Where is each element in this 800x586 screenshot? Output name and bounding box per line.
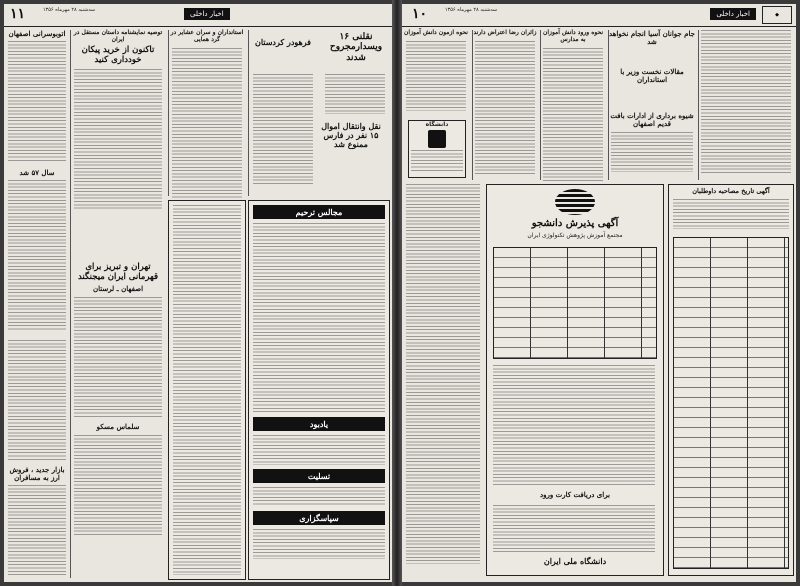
text-block	[8, 41, 66, 161]
headline: برای دریافت کارت ورود	[539, 490, 611, 499]
text-block	[406, 184, 480, 564]
university-notice-box	[408, 120, 466, 178]
footer-university: دانشگاه ملی ایران	[543, 556, 607, 566]
mourning-ads-column	[248, 200, 390, 580]
text-block	[253, 74, 313, 184]
headline: نحوه ورود دانش آموزان به مدارس	[542, 29, 604, 43]
text-block	[543, 48, 603, 183]
text-block	[493, 365, 655, 485]
headline: تهران و تبریز برای قهرمانی ایران میجنگند	[77, 262, 159, 283]
right-col-5	[698, 30, 793, 180]
headline: فرهودر کردستان	[254, 37, 311, 47]
text-block	[411, 150, 463, 172]
text-block	[493, 505, 655, 553]
text-block	[173, 205, 241, 575]
left-page-number: ۱۱	[10, 6, 26, 22]
masthead-logo: ◆	[762, 6, 792, 24]
text-block	[325, 74, 385, 114]
headline: ۱۶ نقلنی ویسدارمجروح شدند	[329, 32, 383, 63]
ad-banner: تسلیت	[253, 469, 385, 483]
text-block	[611, 132, 693, 172]
headline: بازار جدید ، فروش ارز به مسافران	[9, 465, 65, 483]
text-block	[74, 435, 162, 535]
text-block	[172, 48, 242, 198]
headline: اصفهان ـ لرستان	[92, 283, 144, 293]
text-block	[253, 529, 385, 559]
institute-logo-icon	[555, 189, 595, 215]
right-col-2	[472, 30, 537, 180]
text-block	[74, 69, 162, 209]
right-issue-line: سه‌شنبه ۲۸ مهرماه ۱۳۵۶	[444, 7, 498, 13]
headline: اتوبوسرانی اصفهان	[8, 29, 66, 38]
text-block	[8, 180, 66, 330]
right-col-3	[540, 30, 605, 180]
right-page-number: ۱۰	[412, 6, 428, 22]
text-block	[475, 41, 535, 176]
headline: آگهی تاریخ مصاحبه داوطلبان	[692, 187, 770, 195]
text-block	[8, 340, 66, 460]
notice-subtitle: مجتمع آموزش پژوهش تکنولوژی ایران	[527, 231, 623, 239]
text-block	[701, 30, 791, 175]
candidate-table	[673, 237, 789, 569]
right-page-header	[402, 4, 796, 27]
admission-table	[493, 247, 657, 359]
obituary-ads-column	[168, 200, 246, 580]
left-section-label: اخبار داخلی	[184, 8, 230, 20]
page-fold	[392, 0, 402, 586]
right-col-1	[404, 30, 468, 180]
interview-notice	[668, 184, 794, 576]
right-page	[402, 4, 796, 582]
headline: استانداران و سران عشایر در گرد همایی	[170, 29, 244, 43]
text-block	[253, 223, 385, 413]
university-emblem-icon	[428, 130, 446, 148]
text-block	[406, 41, 466, 111]
left-issue-line: سه‌شنبه ۲۸ مهرماه ۱۳۵۶	[42, 7, 96, 13]
headline: شیوه برداری از ادارات بافت قدیم اصفهان	[610, 111, 694, 129]
text-block	[673, 199, 789, 229]
admission-notice	[486, 184, 664, 576]
ad-banner: یادبود	[253, 417, 385, 431]
right-col-1-lower	[404, 184, 482, 574]
left-page-header	[4, 4, 392, 27]
headline: سال ۵۷ شد	[19, 168, 55, 178]
text-block	[253, 487, 385, 507]
left-col-1	[8, 30, 66, 578]
text-block	[8, 485, 66, 575]
headline: جام جوانان آسیا انجام نخواهد شد	[609, 29, 695, 47]
headline: نحوه ازمون دانش آموزان	[404, 29, 468, 36]
left-col-3	[168, 30, 245, 196]
ad-banner: مجالس ترحیم	[253, 205, 385, 219]
notice-logo-label: دانشگاه	[425, 121, 449, 128]
right-section-label: اخبار داخلی	[710, 8, 756, 20]
left-col-4	[248, 30, 389, 196]
left-col-2	[70, 30, 165, 578]
text-block	[74, 297, 162, 417]
notice-title: آگهی پذیرش دانشجو	[531, 218, 619, 229]
ad-banner: سپاسگزاری	[253, 511, 385, 525]
headline: نقل وانتقال اموال ۱۵ نفر در فارس ممنوع شد	[321, 121, 381, 150]
headline: تاکنون از خرید پیکان خودداری کنید	[81, 44, 155, 65]
headline: مقالات نخست وزیر با استانداران	[620, 67, 684, 85]
headline: زائران رضا اعتراض دارند	[473, 29, 537, 36]
text-block	[253, 435, 385, 465]
left-page	[4, 4, 392, 582]
headline: توصیه نمایشنامه داستان مستقل در ایران	[73, 29, 163, 43]
right-col-4	[608, 30, 695, 180]
headline: سلماس مسکو	[96, 421, 140, 431]
